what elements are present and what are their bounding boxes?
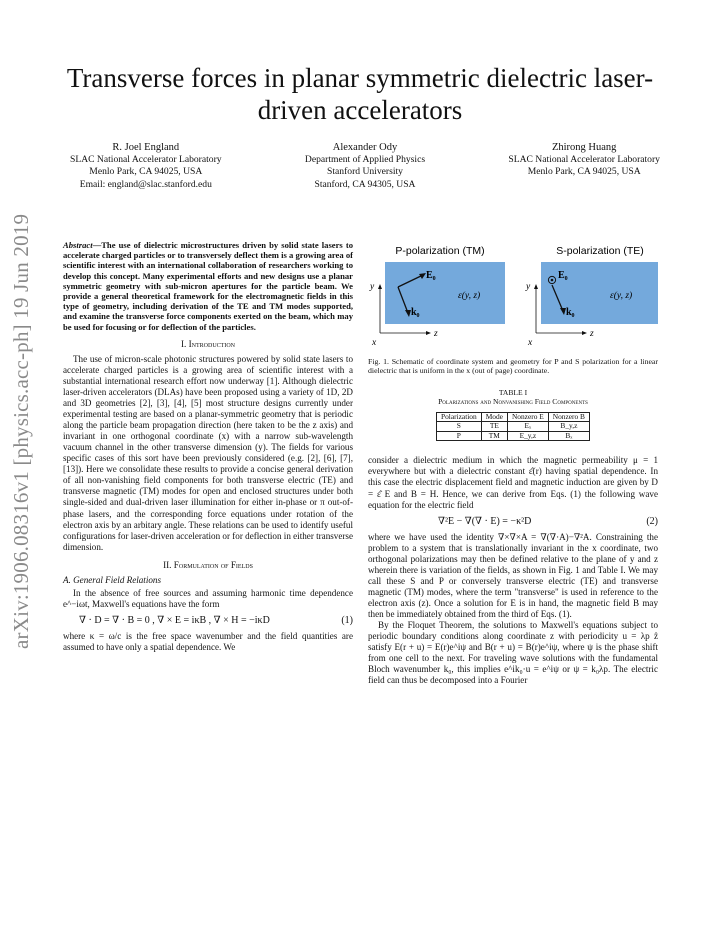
s-z-axis-label: z (590, 329, 594, 339)
left-column (63, 240, 353, 653)
paragraph-after-eq1: where κ = ω/c is the free space wavenumber and the field quantities are assumed to have only a spatial dependence. We (63, 630, 353, 652)
arxiv-watermark: arXiv:1906.08316v1 [physics.acc-ph] 19 Jun 2019 (9, 213, 33, 649)
paragraph-polarizations: where we have used the identity ∇×∇×A = ∇(∇·A)−∇²A. Constraining the problem to a system that is translationally invariant in the x coordinate, two orthogonal polarizations may then be defined relative to the plane of y and z wherein there is variation of the fields, as shown in Fig. 1 and Table I. We may call these S and P or conversely transverse electric (TE) and transverse magnetic (TM) modes, where the term "transverse" is used in reference to the electron axis (z). Once a solution for E is in hand, the magnetic field B may then be immediately obtained from the third of Eqs. (1). (368, 531, 658, 619)
s-k-label: k₀ (566, 307, 575, 318)
author-1 (70, 142, 222, 191)
equation-2-body: ∇²E − ∇(∇ · E) = −κ²D (438, 515, 532, 527)
s-x-axis-label: x (528, 338, 533, 348)
abstract (63, 240, 353, 332)
table-1-label: TABLE I (498, 387, 528, 397)
abstract-text: —The use of dielectric microstructures driven by solid state lasers to accelerate charged particles or to transversely deflect them is a growing area of scientific interest with an international collaboration of researchers working to develop this concept. Many experimental efforts and new designs use a planar symmetric geometry with sub-micron apertures for the particle beam. We provide a general theoretical framework for the electromagnetic fields in this type of geometry, including derivation of the TE and TM modes supported, and examine the transverse force components exerted on the beam, which may be used for focusing or for deflection of the particles. (63, 240, 353, 332)
p-z-axis-label: z (434, 329, 438, 339)
p-k-label: k₀ (411, 307, 420, 318)
table-header-cell: Polarization (436, 412, 481, 422)
author-address-2: Stanford, CA 94305, USA (314, 178, 416, 190)
table-cell: E_y,z (507, 431, 548, 441)
equation-2-number: (2) (646, 515, 658, 527)
author-block (70, 142, 660, 191)
s-epsilon-label: ε(y, z) (610, 291, 633, 301)
intro-paragraph: The use of micron-scale photonic structures powered by solid state lasers to accelerate charged particles is a growing area of scientific interest with a substantial international research effort now underway [1]. Although dielectric laser-driven accelerators (DLAs) have been proposed using a variety of 1D, 2D and 3D geometries [2], [3], [4], [5] most structure designs currently under experimental testing are based on a planar-symmetric geometry that is periodic along the particle beam propagation direction (here taken to be the z axis) and invariant in one orthogonal coordinate (x) with a narrow sub-wavelength vacuum channel in the other transverse dimension (y). The fields for various specific cases of this sort have been previously considered (e.g. [2], [6], [7], [13]). Here we consolidate these results to provide a concise general derivation of all non-vanishing field components for both transverse electric (TE) and transverse magnetic (TM) modes for open and enclosed structures under both single-sided and dual-driven laser illumination for either in-phase or π out-of-phase lasers, and the corresponding force equations under rotation of the electron axis by an arbitary angle. These relations can be used to identify useful configurations for laser-driven acceleration or for deflection in either transverse dimension. (63, 353, 353, 552)
abstract-label: Abstract (63, 240, 93, 250)
equation-1-number: (1) (341, 614, 353, 626)
p-x-axis-label: x (372, 338, 377, 348)
p-z-axis-head (426, 331, 431, 335)
right-column (368, 243, 658, 686)
table-row (436, 431, 589, 441)
figure-1-caption: Fig. 1. Schematic of coordinate system and geometry for P and S polarization for a linear dielectric that is uniform in the x (out of page) coordinate. (368, 357, 658, 376)
author-address: Menlo Park, CA 94025, USA (89, 166, 203, 178)
author-affiliation: SLAC National Accelerator Laboratory (508, 154, 660, 166)
subsection-heading: A. General Field Relations (63, 574, 161, 585)
equation-1 (79, 615, 353, 626)
author-email: Email: england@slac.stanford.edu (79, 178, 212, 190)
author-2 (305, 142, 425, 191)
paragraph-general-fields: In the absence of free sources and assuming harmonic time dependence e^−iωt, Maxwell's equations have the form (63, 587, 353, 609)
table-1-title: Polarizations and Nonvanishing Field Components (438, 397, 588, 407)
s-y-axis-head (534, 284, 538, 289)
s-y-axis-label: y (526, 282, 531, 292)
p-e-label: E₀ (426, 270, 436, 281)
p-y-axis-head (378, 284, 382, 289)
table-cell: B_y,z (548, 422, 589, 432)
paragraph-dielectric-medium: consider a dielectric medium in which the magnetic permeability μ = 1 everywhere but with a dielectric constant ε̂(r) having spatial dependence. In this case the electric displacement field and magnetic induction are given by D = ε̂ E and B = H. Hence, we can derive from Eqs. (1) the following wave equation for the electric field (368, 455, 658, 510)
section-heading-introduction: I. Introduction (180, 338, 236, 349)
author-affiliation: SLAC National Accelerator Laboratory (70, 154, 222, 166)
table-cell: Bₓ (548, 431, 589, 441)
paragraph-floquet: By the Floquet Theorem, the solutions to Maxwell's equations subject to periodic boundary conditions along coordinate z with periodicity u = λp ẑ satisfy E(r + u) = E(r)e^iψ and B(r + u) = B(r)e^iψ, where ψ is the phase shift from one cell to the next. For traveling wave solutions with the fundamental Bloch wavenumber k₀, this implies e^ik₀·u = e^iψ or ψ = k₀λp. The electric field can thus be decomposed into a Fourier (368, 620, 658, 686)
figure-1-schematic (368, 243, 658, 355)
table-header-cell: Nonzero B (548, 412, 589, 422)
s-e-label: E₀ (558, 270, 568, 281)
table-header-cell: Mode (481, 412, 507, 422)
table-cell: Eₓ (507, 422, 548, 432)
author-address: Stanford University (327, 166, 403, 178)
p-epsilon-label: ε(y, z) (458, 291, 481, 301)
author-3 (508, 142, 660, 191)
table-cell: TM (481, 431, 507, 441)
author-name: Zhirong Huang (551, 142, 617, 153)
s-z-axis-head (582, 331, 587, 335)
author-affiliation: Department of Applied Physics (304, 154, 426, 166)
table-header-cell: Nonzero E (507, 412, 548, 422)
author-name: Alexander Ody (332, 142, 398, 153)
table-cell: S (436, 422, 481, 432)
section-heading-formulation: II. Formulation of Fields (163, 559, 253, 570)
p-y-axis-label: y (370, 282, 375, 292)
table-row (436, 422, 589, 432)
table-cell: TE (481, 422, 507, 432)
s-polarization-label: S-polarization (TE) (556, 245, 644, 257)
table-1 (436, 412, 590, 442)
paper-title: Transverse forces in planar symmetric dielectric laser-driven accelerators (66, 63, 654, 125)
author-address: Menlo Park, CA 94025, USA (527, 166, 641, 178)
equation-2 (438, 516, 658, 527)
p-polarization-label: P-polarization (TM) (395, 245, 485, 257)
p-dielectric-region (385, 262, 505, 324)
table-cell: P (436, 431, 481, 441)
equation-1-body: ∇ · D = ∇ · B = 0 , ∇ × E = iκB , ∇ × H = −iκD (79, 614, 270, 626)
s-e-field-dot (551, 279, 554, 282)
figure-1 (368, 243, 658, 355)
author-name: R. Joel England (112, 142, 180, 153)
